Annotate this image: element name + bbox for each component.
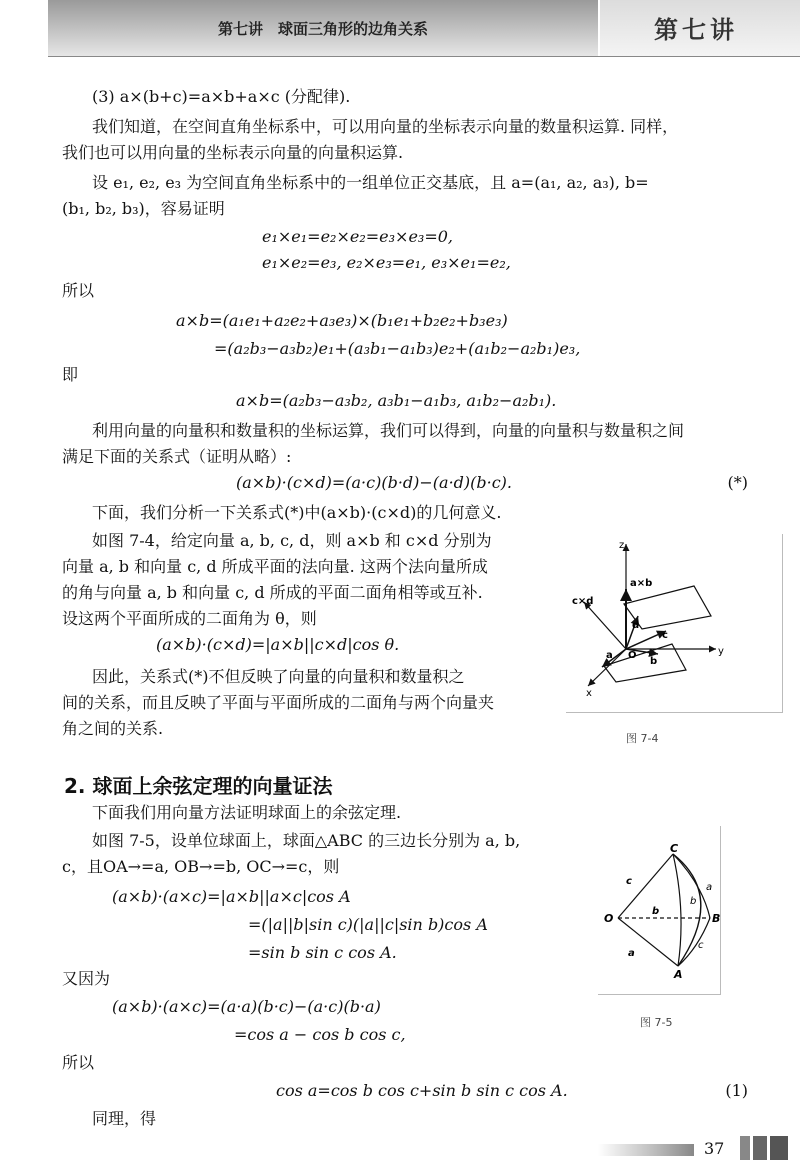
text-line: 的角与向量 a, b 和向量 c, d 所成的平面二面角相等或互补. <box>62 583 483 602</box>
text-line: 同理，得 <box>92 1109 157 1128</box>
text-line: 满足下面的关系式（证明从略）: <box>62 447 292 466</box>
label-z: z <box>619 540 625 551</box>
label-c: c <box>662 630 668 641</box>
text-line: 设 e₁, e₂, e₃ 为空间直角坐标系中的一组单位正交基底，且 a=(a₁, a₂, a₃), b= <box>92 173 649 192</box>
figure-7-5 <box>598 826 722 996</box>
formula: =cos a − cos b cos c, <box>234 1025 406 1044</box>
text-line: 我们也可以用向量的坐标表示向量的向量积运算. <box>62 143 404 162</box>
label-B: B <box>712 912 721 925</box>
text-line: 下面，我们分析一下关系式(*)中(a×b)·(c×d)的几何意义. <box>92 503 502 522</box>
text-line: 所以 <box>62 281 95 300</box>
formula: (a×b)·(c×d)=|a×b||c×d|cos θ. <box>156 635 400 654</box>
label-x: x <box>586 688 592 699</box>
text-line: (3) a×(b+c)=a×b+a×c (分配律). <box>92 87 351 106</box>
label-vec-a: a <box>628 948 635 959</box>
text-line: c，且OA→=a, OB→=b, OC→=c，则 <box>62 857 340 876</box>
line-OA <box>618 918 678 966</box>
label-O: O <box>604 912 614 925</box>
text-line: 因此，关系式(*)不但反映了向量的向量积和数量积之 <box>92 667 465 686</box>
page-number: 37 <box>704 1139 725 1158</box>
text-line: 又因为 <box>62 969 111 988</box>
text-line: 所以 <box>62 1053 95 1072</box>
page-header <box>48 0 800 57</box>
text-line: 我们知道，在空间直角坐标系中，可以用向量的坐标表示向量的数量积运算. 同样， <box>92 117 679 136</box>
plane-ab <box>604 644 686 682</box>
label-axb: a×b <box>630 578 653 589</box>
formula: =sin b sin c cos A. <box>248 943 397 962</box>
label-d: d <box>632 620 640 631</box>
label-vec-c: c <box>626 876 632 887</box>
text-line: 向量 a, b 和向量 c, d 所成平面的法向量. 这两个法向量所成 <box>62 557 488 576</box>
label-y: y <box>718 646 724 657</box>
text-line: 下面我们用向量方法证明球面上的余弦定理. <box>92 803 402 822</box>
figure-7-4 <box>566 534 782 714</box>
text-line: (b₁, b₂, b₃)，容易证明 <box>62 199 225 218</box>
arc-CA <box>673 854 681 966</box>
section-heading: 2. 球面上余弦定理的向量证法 <box>64 774 333 798</box>
formula: (a×b)·(a×c)=(a·a)(b·c)−(a·c)(b·a) <box>112 997 381 1016</box>
label-b: b <box>650 656 658 667</box>
label-cxd: c×d <box>572 596 594 607</box>
label-O: O <box>628 650 637 661</box>
header-title: 第七讲 球面三角形的边角关系 <box>218 20 429 38</box>
equation-number: (1) <box>725 1081 748 1100</box>
text-line: 即 <box>62 365 79 384</box>
text-line: 角之间的关系. <box>62 719 164 738</box>
label-a: a <box>606 650 613 661</box>
text-line: 间的关系，而且反映了平面与平面所成的二面角与两个向量夹 <box>62 693 495 712</box>
formula: =(|a||b|sin c)(|a||c|sin b)cos A <box>248 915 488 934</box>
label-arc-c: c <box>698 940 704 951</box>
formula: a×b=(a₁e₁+a₂e₂+a₃e₃)×(b₁e₁+b₂e₂+b₃e₃) <box>176 311 508 330</box>
footer-blocks <box>740 1136 791 1160</box>
figure-caption: 图 7-5 <box>640 1016 673 1029</box>
chapter-tab <box>598 0 800 56</box>
formula: (a×b)·(a×c)=|a×b||a×c|cos A <box>112 887 351 906</box>
formula: e₁×e₁=e₂×e₂=e₃×e₃=0, <box>262 227 453 246</box>
formula: a×b=(a₂b₃−a₃b₂, a₃b₁−a₁b₃, a₁b₂−a₂b₁). <box>236 391 557 410</box>
label-C: C <box>670 842 679 855</box>
text-line: 利用向量的向量积和数量积的坐标运算，我们可以得到，向量的向量积与数量积之间 <box>92 421 685 440</box>
formula: =(a₂b₃−a₃b₂)e₁+(a₃b₁−a₁b₃)e₂+(a₁b₂−a₂b₁)e₃, <box>214 339 581 358</box>
label-A: A <box>674 968 683 981</box>
figure-caption: 图 7-4 <box>626 732 659 745</box>
label-arc-b: b <box>690 896 697 907</box>
text-line: 设这两个平面所成的二面角为 θ，则 <box>62 609 317 628</box>
text-line: 如图 7-4，给定向量 a, b, c, d，则 a×b 和 c×d 分别为 <box>92 531 492 550</box>
text-line: 如图 7-5，设单位球面上，球面△ABC 的三边长分别为 a, b, <box>92 831 521 850</box>
footer-decoration <box>598 1144 694 1156</box>
label-arc-a: a <box>706 882 713 893</box>
formula: e₁×e₂=e₃, e₂×e₃=e₁, e₃×e₁=e₂, <box>262 253 511 272</box>
vector-cxd <box>584 602 626 649</box>
label-vec-b: b <box>652 906 660 917</box>
formula: (a×b)·(c×d)=(a·c)(b·d)−(a·d)(b·c). <box>236 473 512 492</box>
formula: cos a=cos b cos c+sin b sin c cos A. <box>276 1081 568 1100</box>
equation-number: (*) <box>727 473 748 492</box>
chapter-tab-label: 第七讲 <box>654 15 738 44</box>
